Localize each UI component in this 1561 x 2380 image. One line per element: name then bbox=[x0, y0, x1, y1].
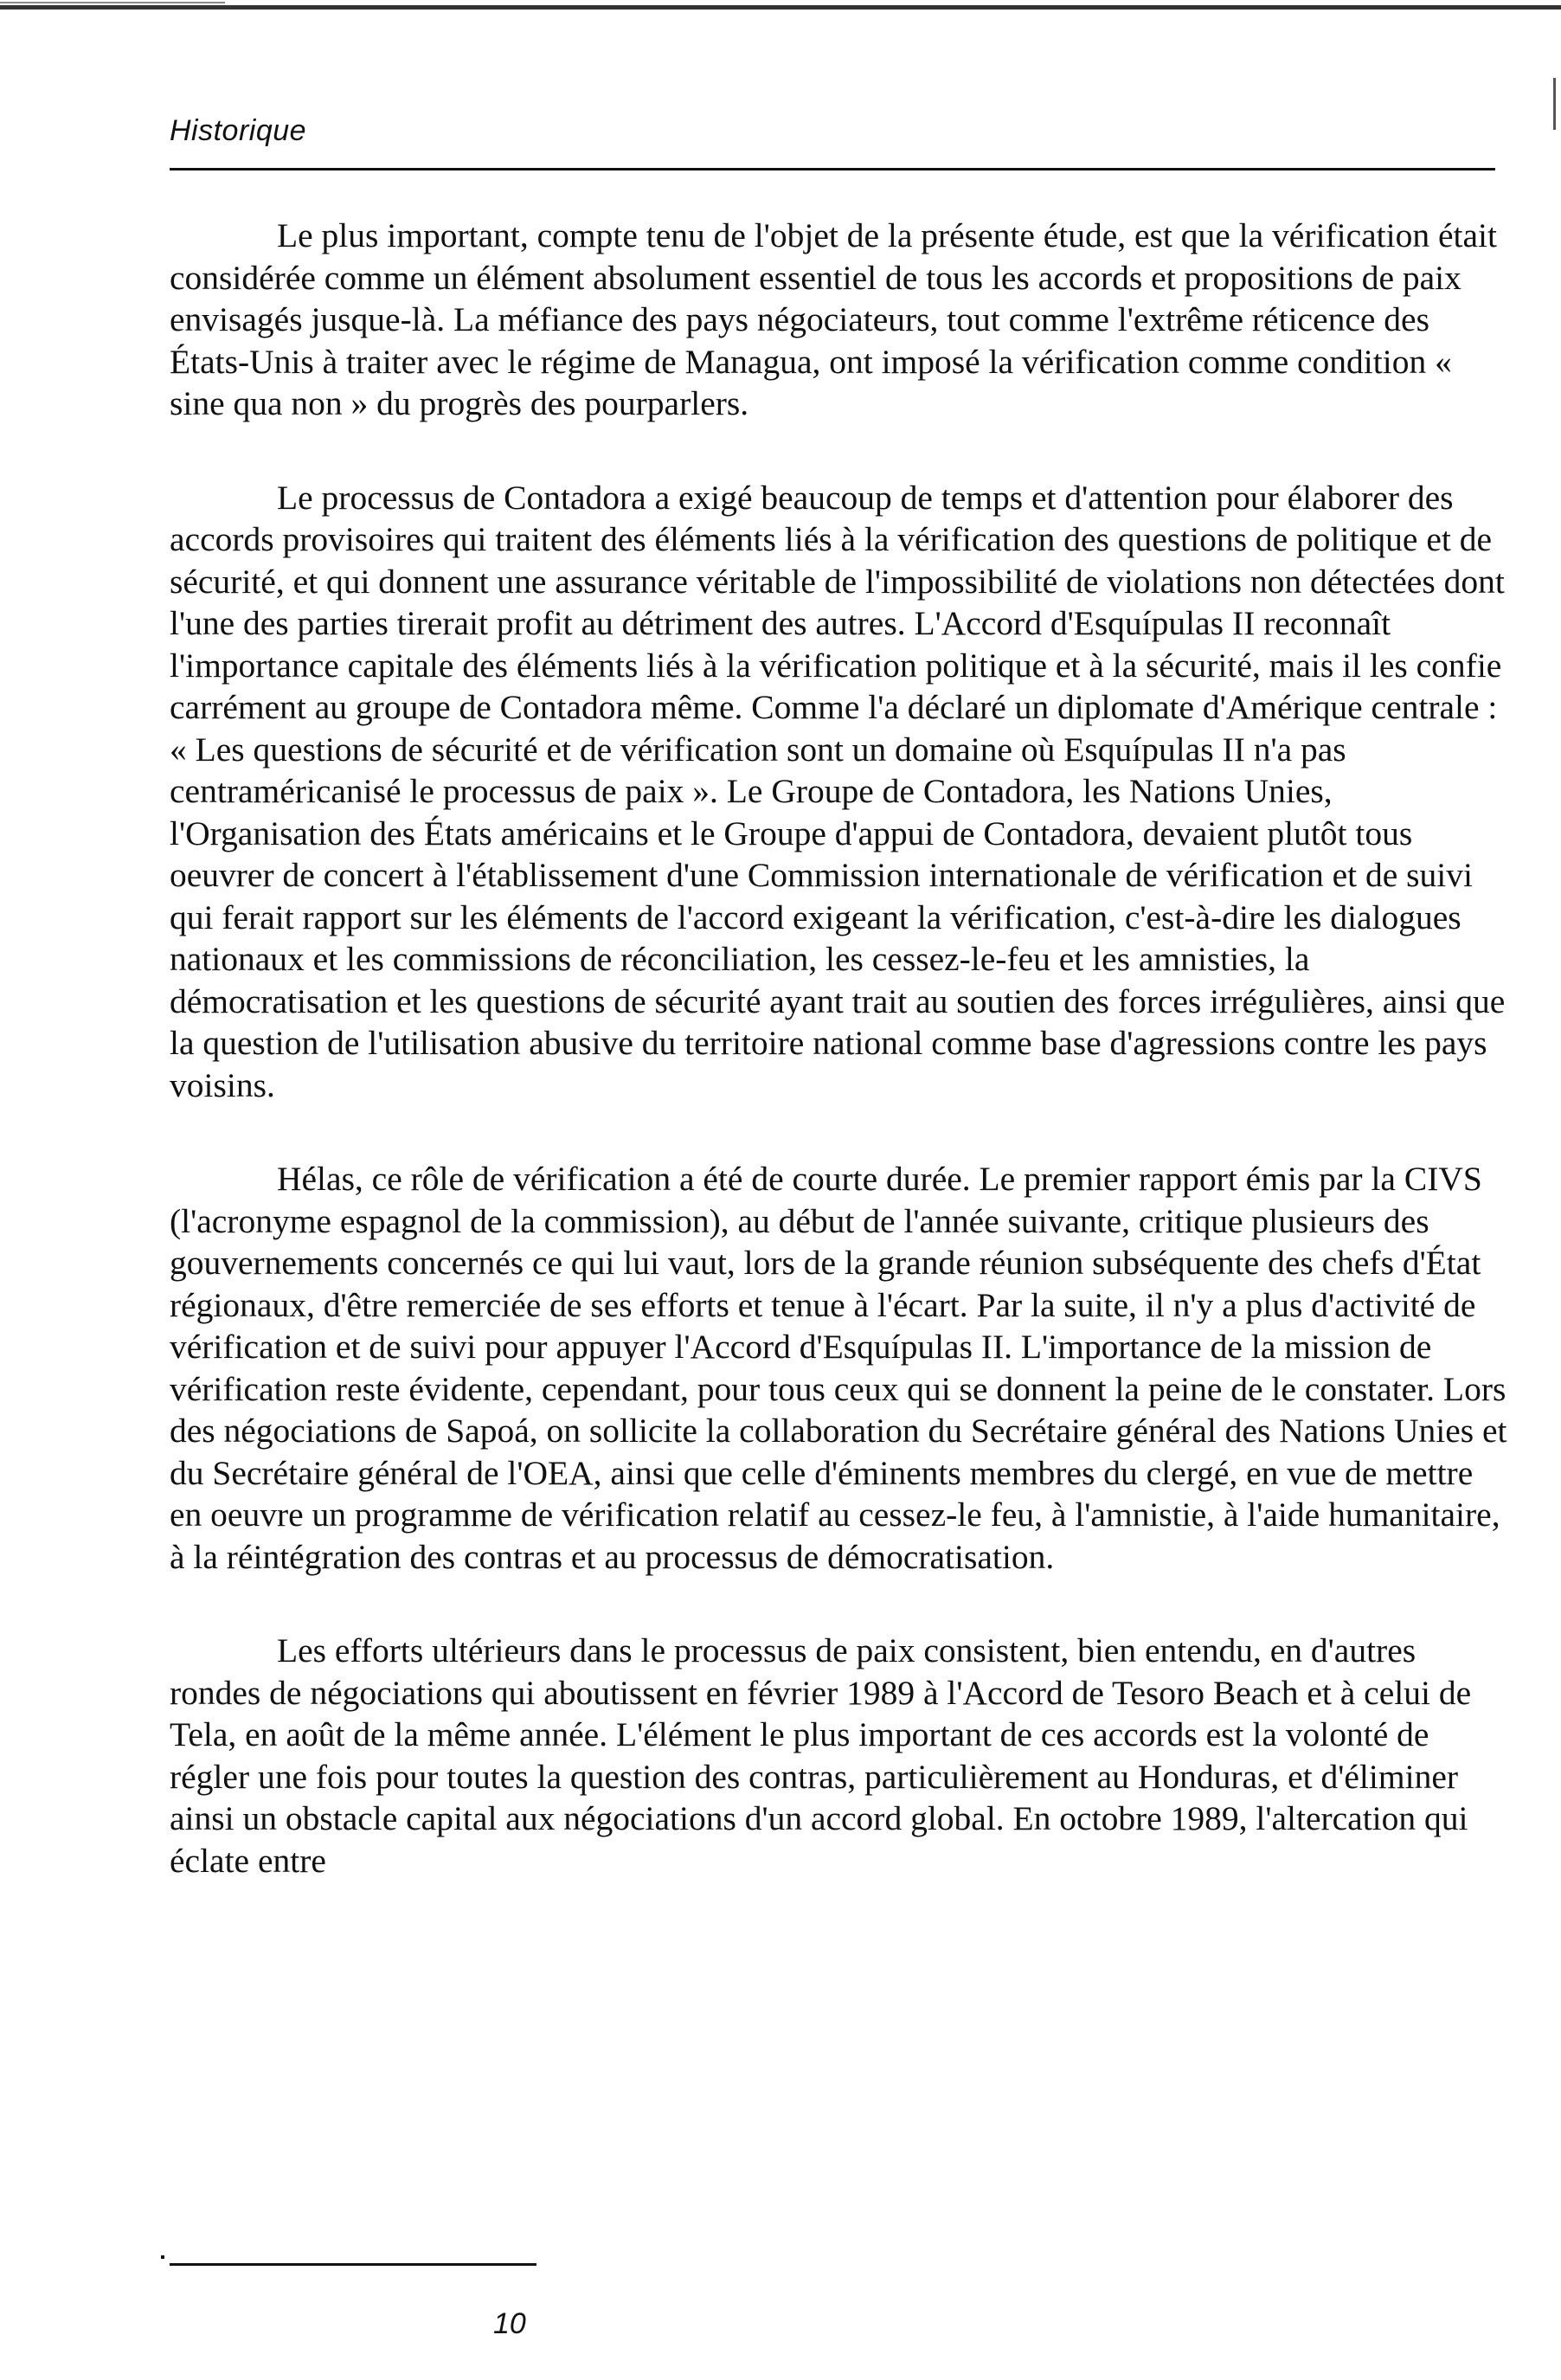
footnote-mark bbox=[161, 2255, 164, 2259]
page-number: 10 bbox=[493, 2307, 526, 2340]
paragraph-3: Hélas, ce rôle de vérification a été de courte durée. Le premier rapport émis par la CIVS (l'acronyme espagnol de la commission), au début de l'année suivante, critique plusieurs des gouvernements concernés ce qui lui vaut, lors de la grande réunion subséquente des chefs d'État régionaux, d'être remerciée de ses efforts et tenue à l'écart. Par la suite, il n'y a plus d'activité de vérification et de suivi pour appuyer l'Accord d'Esquípulas II. L'importance de la mission de vérification reste évidente, cependant, pour tous ceux qui se donnent la peine de le constater. Lors des négociations de Sapoá, on sollicite la collaboration du Secrétaire général des Nations Unies et du Secrétaire général de l'OEA, ainsi que celle d'éminents membres du clergé, en vue de mettre en oeuvre un programme de vérification relatif au cessez-le feu, à l'amnistie, à l'aide humanitaire, à la réintégration des contras et au processus de démocratisation. bbox=[170, 1160, 1507, 1576]
footnote-rule bbox=[170, 2263, 536, 2266]
scan-top-border bbox=[0, 5, 1561, 10]
header-rule bbox=[170, 168, 1495, 170]
body-text bbox=[170, 215, 1509, 1933]
scan-top-edge bbox=[0, 2, 225, 3]
scan-edge-mark bbox=[1553, 78, 1556, 130]
paragraph-2: Le processus de Contadora a exigé beaucoup de temps et d'attention pour élaborer des accords provisoires qui traitent des éléments liés à la vérification des questions de politique et de sécurité, et qui donnent une assurance véritable de l'impossibilité de violations non détectées dont l'une des parties tirerait profit au détriment des autres. L'Accord d'Esquípulas II reconnaît l'importance capitale des éléments liés à la vérification politique et à la sécurité, mais il les confie carrément au groupe de Contadora même. Comme l'a déclaré un diplomate d'Amérique centrale : « Les questions de sécurité et de vérification sont un domaine où Esquípulas II n'a pas centraméricanisé le processus de paix ». Le Groupe de Contadora, les Nations Unies, l'Organisation des États américains et le Groupe d'appui de Contadora, devaient plutôt tous oeuvrer de concert à l'établissement d'une Commission internationale de vérification et de suivi qui ferait rapport sur les éléments de l'accord exigeant la vérification, c'est-à-dire les dialogues nationaux et les commissions de réconciliation, les cessez-le-feu et les amnisties, la démocratisation et les questions de sécurité ayant trait au soutien des forces irrégulières, ainsi que la question de l'utilisation abusive du territoire national comme base d'agressions contre les pays voisins. bbox=[170, 478, 1506, 1104]
paragraph-4: Les efforts ultérieurs dans le processus de paix consistent, bien entendu, en d'autres rondes de négociations qui aboutissent en février 1989 à l'Accord de Tesoro Beach et à celui de Tela, en août de la même année. L'élément le plus important de ces accords est la volonté de régler une fois pour toutes la question des contras, particulièrement au Honduras, et d'éliminer ainsi un obstacle capital aux négociations d'un accord global. En octobre 1989, l'altercation qui éclate entre bbox=[170, 1631, 1472, 1880]
running-header: Historique bbox=[170, 114, 307, 147]
paragraph-1: Le plus important, compte tenu de l'objet de la présente étude, est que la vérification était considérée comme un élément absolument essentiel de tous les accords et propositions de paix envisagés jusque-là. La méfiance des pays négociateurs, tout comme l'extrême réticence des États-Unis à traiter avec le régime de Managua, ont imposé la vérification comme condition « sine qua non » du progrès des pourparlers. bbox=[170, 216, 1497, 422]
